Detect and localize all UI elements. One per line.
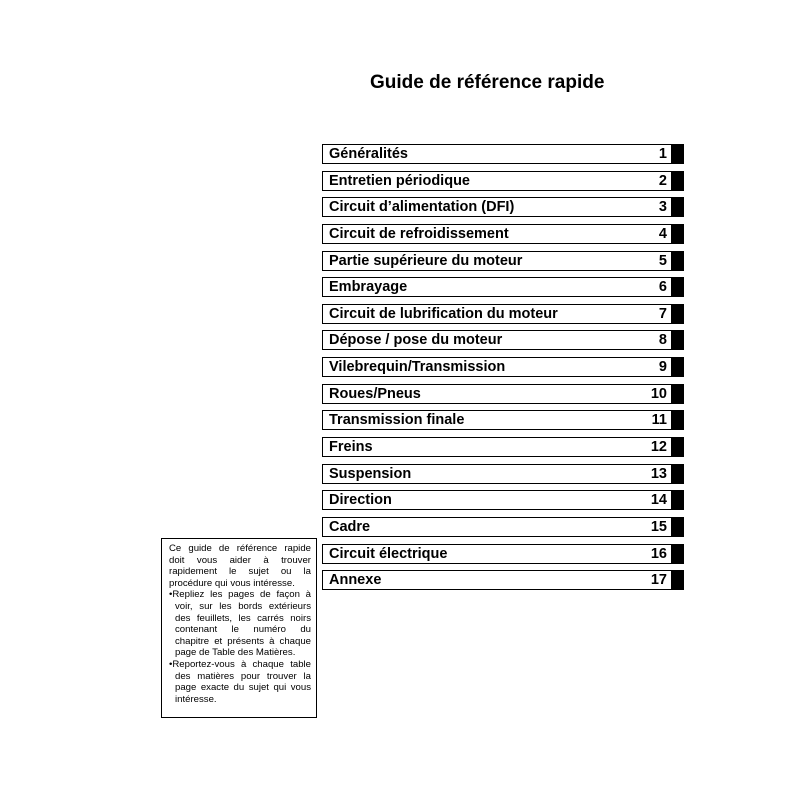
chapter-tab-marker xyxy=(671,277,684,297)
usage-note-bullet-table-of-contents: •Reportez-vous à chaque table des matières pour trouver la page exacte du sujet qui vous intéresse. xyxy=(169,658,311,705)
chapter-tab-marker xyxy=(671,251,684,271)
toc-item-number: 2 xyxy=(658,172,667,189)
toc-item-label: Roues/Pneus xyxy=(329,385,421,402)
toc-item-number: 14 xyxy=(650,492,667,509)
toc-item-circuit-refroidissement[interactable] xyxy=(322,224,684,244)
toc-item-embrayage[interactable] xyxy=(322,277,684,297)
chapter-tab-marker xyxy=(671,464,684,484)
toc-item-label: Suspension xyxy=(329,465,412,482)
chapter-tab-marker xyxy=(671,304,684,324)
toc-item-number: 12 xyxy=(650,439,667,456)
usage-note-box xyxy=(161,538,317,718)
chapter-tab-marker xyxy=(671,224,684,244)
toc-item-label: Généralités xyxy=(329,146,408,162)
quick-reference-index xyxy=(322,144,684,597)
toc-item-circuit-electrique[interactable] xyxy=(322,544,684,564)
toc-item-suspension[interactable] xyxy=(322,464,684,484)
toc-item-annexe[interactable] xyxy=(322,570,684,590)
chapter-tab-marker xyxy=(671,570,684,590)
toc-item-number: 13 xyxy=(650,465,667,482)
toc-item-number: 9 xyxy=(658,359,667,376)
toc-item-label: Circuit de lubrification du moteur xyxy=(329,305,558,322)
chapter-tab-marker xyxy=(671,517,684,537)
toc-item-number: 3 xyxy=(658,199,667,216)
chapter-tab-marker xyxy=(671,437,684,457)
toc-item-number: 5 xyxy=(658,252,667,269)
chapter-tab-marker xyxy=(671,384,684,404)
toc-item-circuit-lubrification[interactable] xyxy=(322,304,684,324)
toc-item-vilebrequin-transmission[interactable] xyxy=(322,357,684,377)
toc-item-number: 10 xyxy=(650,385,667,402)
toc-item-number: 7 xyxy=(658,305,667,322)
toc-item-circuit-alimentation[interactable] xyxy=(322,197,684,217)
toc-item-label: Circuit d’alimentation (DFI) xyxy=(329,199,515,216)
toc-item-label: Direction xyxy=(329,492,392,509)
toc-item-number: 11 xyxy=(651,412,667,429)
toc-item-label: Vilebrequin/Transmission xyxy=(329,359,506,376)
chapter-tab-marker xyxy=(671,490,684,510)
toc-item-cadre[interactable] xyxy=(322,517,684,537)
toc-item-number: 16 xyxy=(650,545,667,562)
usage-note-bullet-fold-pages: •Repliez les pages de façon à voir, sur les bords extérieurs des feuillets, les carrés noirs contenant le numéro du chapitre et présents à chaque page de Table des Matières. xyxy=(169,589,311,659)
toc-item-label: Circuit de refroidissement xyxy=(329,225,509,242)
toc-item-entretien-periodique[interactable] xyxy=(322,171,684,191)
toc-item-number: 6 xyxy=(658,279,667,296)
chapter-tab-marker xyxy=(671,144,684,164)
toc-item-number: 8 xyxy=(658,332,667,349)
toc-item-number: 15 xyxy=(650,518,667,535)
toc-item-direction[interactable] xyxy=(322,490,684,510)
toc-item-freins[interactable] xyxy=(322,437,684,457)
toc-item-number: 17 xyxy=(650,572,667,589)
toc-item-label: Cadre xyxy=(329,518,371,535)
toc-item-depose-pose-moteur[interactable] xyxy=(322,330,684,350)
toc-item-transmission-finale[interactable] xyxy=(322,410,684,430)
chapter-tab-marker xyxy=(671,171,684,191)
toc-item-label: Embrayage xyxy=(329,279,408,296)
chapter-tab-marker xyxy=(671,197,684,217)
toc-item-label: Dépose / pose du moteur xyxy=(329,332,503,349)
toc-item-label: Annexe xyxy=(329,572,382,589)
toc-item-roues-pneus[interactable] xyxy=(322,384,684,404)
usage-note-intro: Ce guide de référence rapide doit vous aider à trouver rapidement le sujet ou la procédure qui vous intéresse. xyxy=(169,543,311,589)
chapter-tab-marker xyxy=(671,330,684,350)
toc-item-partie-superieure-moteur[interactable] xyxy=(322,251,684,271)
chapter-tab-marker xyxy=(671,357,684,377)
chapter-tab-marker xyxy=(671,410,684,430)
page-title: Guide de référence rapide xyxy=(370,72,605,93)
toc-item-generalites[interactable] xyxy=(322,144,684,164)
toc-item-label: Entretien périodique xyxy=(329,172,470,189)
toc-item-number: 1 xyxy=(658,146,667,162)
toc-item-number: 4 xyxy=(658,225,667,242)
chapter-tab-marker xyxy=(671,544,684,564)
toc-item-label: Circuit électrique xyxy=(329,545,448,562)
toc-item-label: Transmission finale xyxy=(329,412,465,429)
toc-item-label: Partie supérieure du moteur xyxy=(329,252,523,269)
toc-item-label: Freins xyxy=(329,439,373,456)
